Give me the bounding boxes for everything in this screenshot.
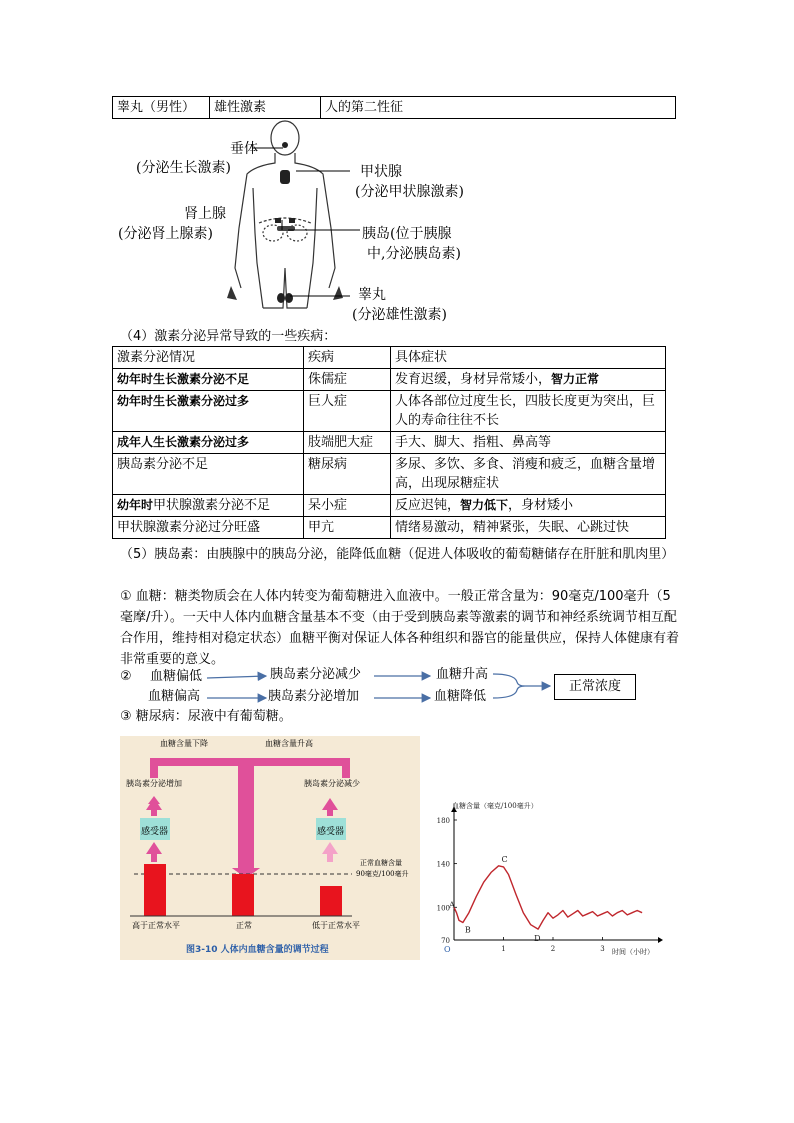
table-cell: 糖尿病 xyxy=(304,454,391,495)
center-down-arrow-left xyxy=(232,758,260,878)
flow-high-mid: 胰岛素分泌增加 xyxy=(268,689,360,704)
cell-text: 反应迟钝， xyxy=(395,498,461,513)
x-axis-arrow xyxy=(658,937,663,943)
adrenal-function: (分泌肾上腺素) xyxy=(118,226,213,242)
table-cell: 侏儒症 xyxy=(304,369,391,391)
bar-low xyxy=(320,886,342,916)
sensor-label-right: 感受器 xyxy=(317,827,345,837)
cell-text: 甲状腺激素分泌不足 xyxy=(153,498,271,513)
label-sugar-up: 血糖含量升高 xyxy=(265,739,313,748)
bar-high xyxy=(144,864,166,916)
up-arrow-right xyxy=(322,798,338,816)
table-cell: 人的第二性征 xyxy=(321,97,676,119)
bold-text: 幼年时生长激素分泌过多 xyxy=(117,394,250,408)
adrenal-label: 肾上腺 xyxy=(184,206,226,222)
table-cell xyxy=(391,391,666,432)
bold-text: 成年人生长激素分泌过多 xyxy=(117,435,250,449)
figure-caption: 图3-10 人体内血糖含量的调节过程 xyxy=(186,945,329,955)
bar-label-high: 高于正常水平 xyxy=(132,921,180,930)
x-axis-label: 时间（小时） xyxy=(612,948,654,956)
section4-title: （4）激素分泌异常导致的一些疾病： xyxy=(120,329,337,344)
label-sugar-down: 血糖含量下降 xyxy=(160,739,208,748)
point-label-b: B xyxy=(464,925,471,935)
disease-table xyxy=(112,346,666,539)
table-cell: 甲状腺激素分泌过分旺盛 xyxy=(113,517,304,539)
table-cell: 甲亢 xyxy=(304,517,391,539)
table-header: 激素分泌情况 xyxy=(113,347,304,369)
x-tick-label: 3 xyxy=(600,945,605,953)
table-row xyxy=(113,454,666,495)
x-tick-label: 1 xyxy=(501,945,506,953)
testis-function: (分泌雄性激素) xyxy=(352,307,447,323)
endocrine-figure xyxy=(110,118,510,330)
up-arrow-left-2 xyxy=(146,842,162,862)
x-tick-label: 2 xyxy=(550,945,556,953)
point-label-d: D xyxy=(534,934,541,944)
flow-low-end: 血糖升高 xyxy=(436,667,489,682)
figure-3-10 xyxy=(120,736,420,960)
table-row xyxy=(113,391,666,432)
table-header-row xyxy=(113,347,666,369)
up-arrow-right-2 xyxy=(322,842,338,862)
sensor-label-left: 感受器 xyxy=(141,827,169,837)
normal-level-label-1: 正常血糖含量 xyxy=(360,859,402,867)
flow-number: ② xyxy=(120,669,132,684)
table-row xyxy=(113,97,676,119)
table-cell: 肢端肥大症 xyxy=(304,432,391,454)
table-cell: 睾丸（男性） xyxy=(113,97,210,119)
testis-label: 睾丸 xyxy=(358,287,386,303)
thyroid-function: (分泌甲状腺激素) xyxy=(355,184,464,200)
normal-level-label-2: 90毫克/100毫升 xyxy=(356,870,409,878)
table-header: 疾病 xyxy=(304,347,391,369)
y-tick-label: 70 xyxy=(441,937,450,945)
table-cell xyxy=(113,495,304,517)
table-row xyxy=(113,369,666,391)
pituitary-function: (分泌生长激素) xyxy=(136,160,231,176)
section5-title: （5）胰岛素：由胰腺中的胰岛分泌，能降低血糖（促进人体吸收的葡萄糖储存在肝脏和肌肉里） xyxy=(120,547,675,562)
flow-low-mid: 胰岛素分泌减少 xyxy=(270,667,362,682)
table-cell xyxy=(113,432,304,454)
table-cell: 手大、脚大、指粗、鼻高等 xyxy=(391,432,666,454)
up-arrow-left xyxy=(146,798,162,816)
gland-table-top xyxy=(112,96,676,119)
table-row xyxy=(113,432,666,454)
label-insulin-increase: 胰岛素分泌增加 xyxy=(126,779,182,788)
blood-sugar-svg xyxy=(424,796,664,960)
bold-text: 幼年时 xyxy=(117,498,154,512)
table-header: 具体症状 xyxy=(391,347,666,369)
normal-concentration-box: 正常浓度 xyxy=(554,674,636,700)
table-cell xyxy=(391,369,666,391)
regulation-flow xyxy=(120,664,680,708)
table-cell: 多尿、多饮、多食、消瘦和疲乏，血糖含量增高，出现尿糖症状 xyxy=(391,454,666,495)
table-cell: 巨人症 xyxy=(304,391,391,432)
pituitary-label: 垂体 xyxy=(230,141,258,157)
origin-label: O xyxy=(444,945,451,954)
diabetes-line: ③ 糖尿病：尿液中有葡萄糖。 xyxy=(120,709,292,724)
table-cell xyxy=(113,369,304,391)
flow-low-label: 血糖偏低 xyxy=(150,669,203,684)
bold-text: 幼年时生长激素分泌不足 xyxy=(117,372,250,386)
bar-label-low: 低于正常水平 xyxy=(312,921,360,930)
table-cell xyxy=(113,391,304,432)
table-cell xyxy=(391,495,666,517)
cell-text: 发育迟缓，身材异常矮小， xyxy=(395,372,552,387)
bold-text: 智力低下 xyxy=(460,498,509,512)
table-row xyxy=(113,495,666,517)
table-cell: 情绪易激动，精神紧张，失眠、心跳过快 xyxy=(391,517,666,539)
blood-sugar-line xyxy=(454,866,642,929)
bar-label-normal: 正常 xyxy=(236,921,252,930)
label-insulin-decrease: 胰岛素分泌减少 xyxy=(304,779,360,788)
islet-label-line2: 中,分泌胰岛素) xyxy=(367,246,461,262)
bar-normal xyxy=(232,874,254,916)
table-row xyxy=(113,517,666,539)
table-cell: 雄性激素 xyxy=(210,97,321,119)
y-tick-label: 100 xyxy=(436,904,450,913)
table-cell: 胰岛素分泌不足 xyxy=(113,454,304,495)
table-cell: 呆小症 xyxy=(304,495,391,517)
point-label-a: A xyxy=(448,900,455,910)
cell-text: 人体各部位过度生长，四肢长度更为突出，巨人的寿命往往不长 xyxy=(395,394,656,428)
y-tick-label: 180 xyxy=(436,817,450,825)
flow-high-label: 血糖偏高 xyxy=(148,689,201,704)
thyroid-label: 甲状腺 xyxy=(360,164,402,180)
blood-sugar-chart xyxy=(424,796,664,960)
bold-text: 智力正常 xyxy=(551,372,600,386)
blood-sugar-paragraph: ① 血糖：糖类物质会在人体内转变为葡萄糖进入血液中。一般正常含量为：90毫克/100毫升（5毫摩/升）。一天中人体内血糖含量基本不变（由于受到胰岛素等激素的调节和神经系统调节相互配合作用，维持相对稳定状态）血糖平衡对保证人体各种组织和器官的能量供应，保持人体健康有着非常重要的意义。 xyxy=(120,589,680,667)
flow-high-end: 血糖降低 xyxy=(434,689,487,704)
point-label-c: C xyxy=(501,854,508,864)
cell-text: ，身材矮小 xyxy=(508,498,574,513)
y-tick-label: 140 xyxy=(436,860,450,869)
islet-label-line1: 胰岛(位于胰腺 xyxy=(362,226,452,242)
y-axis-label: 血糖含量（毫克/100毫升） xyxy=(452,802,538,810)
